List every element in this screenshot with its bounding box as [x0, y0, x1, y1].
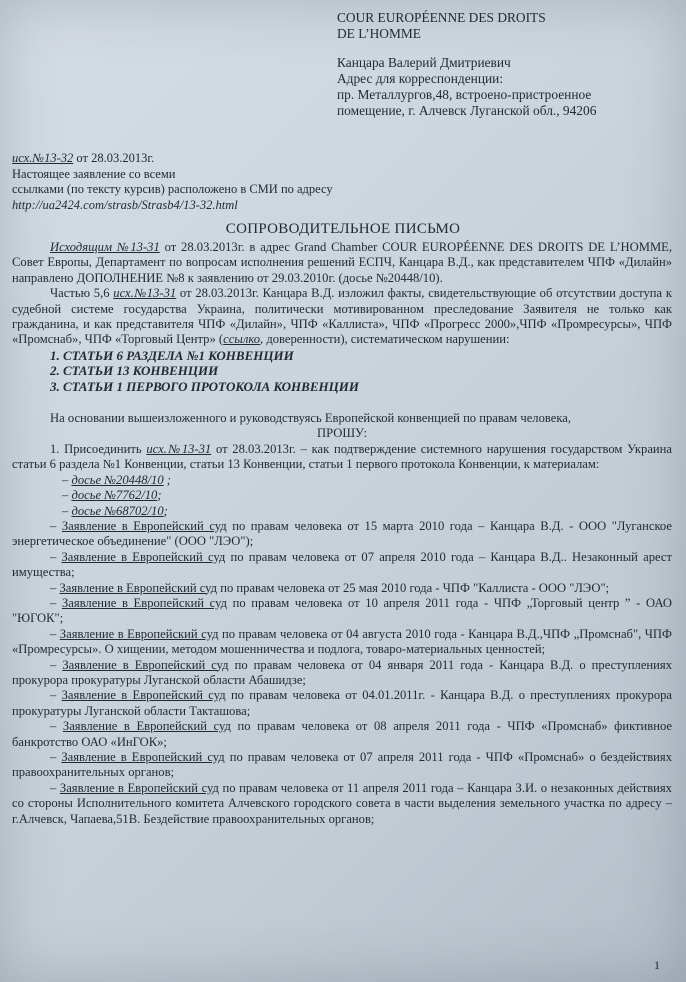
- claim-item: – Заявление в Европейский суд по правам человека от 07 апреля 2010 года – Канцара В.Д.. Незаконный арест имущества;: [12, 549, 672, 580]
- claim-item: – Заявление в Европейский суд по правам человека от 04 января 2011 года - Канцара В.Д. о преступлениях прокурора прокуратуры Луганской области Абашидзе;: [12, 657, 672, 687]
- reference-note-line2: ссылками (по тексту курсив) расположено в СМИ по адресу: [12, 182, 333, 196]
- paragraph-2: Частью 5,6 исх.№13-31 от 28.03.2013г. Канцара В.Д. изложил факты, свидетельствующие об отсутствии доступа к судебной системе государства Украина, политически мотивированном преследование Заявителя не только как гражданина, и как представителя ЧПФ «Дилайн», ЧПФ «Каллиста», ЧПФ «Прогресс 2000»,ЧПФ «Промресурсы», ЧПФ «Промснаб», ЧПФ «Торговый Центр» (ссылко, доверенности), систематическом нарушении:: [12, 286, 673, 347]
- dossier-link[interactable]: досье №68702/10: [71, 503, 164, 518]
- reference-number-link[interactable]: исх.№13-32: [12, 151, 74, 165]
- claim-link[interactable]: Заявление в Европейский суд: [62, 657, 229, 672]
- outgoing-number-link-3[interactable]: исх.№13-31: [146, 441, 212, 456]
- dossier-item: – досье №68702/10;: [62, 503, 168, 518]
- addressee-block: [337, 10, 596, 119]
- claim-item: – Заявление в Европейский суд по правам человека от 04 августа 2010 года - Канцара В.Д.,ЧПФ „Промснаб", ЧПФ «Промресурсы». О хищении, методом мошенничества и подлога, товаро-материальных ценностей;: [12, 626, 672, 657]
- claim-link[interactable]: Заявление в Европейский суд: [59, 580, 218, 595]
- dossier-link[interactable]: досье №20448/10: [71, 472, 164, 487]
- claim-item: – Заявление в Европейский суд по правам человека от 15 марта 2010 года – Канцара В.Д. - ООО "Луганское энергетическое объединение" (ООО "ЛЭО");: [12, 518, 672, 549]
- request-item-1: 1. Присоединить исх.№13-31 от 28.03.2013г. – как подтверждение системного нарушения государством Украина статьи 6 раздела №1 Конвенции, статьи 13 Конвенции, статьи 1 первого протокола Конвенции, к материалам:: [12, 441, 673, 472]
- sender-name: Канцара Валерий Дмитриевич: [337, 55, 511, 70]
- dossier-link[interactable]: досье №7762/10: [71, 488, 158, 503]
- paragraph-1: Исходящим №13-31 от 28.03.2013г. в адрес Grand Chamber COUR EUROPÉENNE DES DROITS DE L’HOMME, Совет Европы, Департамент по вопросам исполнения решений ЕСПЧ, Канцара В.Д., как представителем ЧПФ «Дилайн» направлено ДОПОЛНЕНИЕ №8 к заявлению от 29.03.2010г. (досье №20448/10).: [12, 240, 672, 285]
- violation-item-2: 2. СТАТЬИ 13 КОНВЕНЦИИ: [50, 363, 219, 379]
- claim-link[interactable]: Заявление в Европейский суд: [61, 549, 226, 564]
- address-line2: помещение, г. Алчевск Луганской обл., 94206: [337, 103, 597, 118]
- claim-item: – Заявление в Европейский суд по правам человека от 11 апреля 2011 года – Канцара З.И. о незаконных действиях со стороны Исполнительного комитета Алчевского городского совета в части выделения земельного участка по адресу – г.Алчевск, Чапаева,51В. Бездействие правоохранительных органов;: [12, 780, 672, 826]
- court-name-line1: COUR EUROPÉENNE DES DROITS: [337, 10, 546, 25]
- claim-link[interactable]: Заявление в Европейский суд: [59, 626, 219, 641]
- request-heading: ПРОШУ:: [317, 426, 367, 441]
- address-label: Адрес для корреспонденции:: [337, 71, 504, 86]
- claim-link[interactable]: Заявление в Европейский суд: [61, 518, 227, 533]
- claim-item: – Заявление в Европейский суд по правам человека от 07 апреля 2011 года - ЧПФ «Промснаб» о бездействиях правоохранительных органов;: [12, 750, 672, 780]
- claim-item: – Заявление в Европейский суд по правам человека от 08 апреля 2011 года - ЧПФ «Промснаб» фиктивное банкротство ОАО «ИнГОК»;: [12, 719, 672, 749]
- basis-paragraph: На основании вышеизложенного и руководствуясь Европейской конвенцией по правам человека,: [50, 411, 572, 426]
- claim-link[interactable]: Заявление в Европейский суд: [61, 595, 228, 610]
- outgoing-number-link-2[interactable]: исх.№13-31: [113, 286, 177, 301]
- reference-date: от 28.03.2013г.: [73, 151, 155, 165]
- link-reference[interactable]: ссылко: [223, 332, 261, 347]
- claim-item: – Заявление в Европейский суд по правам человека от 25 мая 2010 года - ЧПФ "Каллиста - ООО "ЛЭО";: [50, 580, 610, 595]
- outgoing-number-link[interactable]: Исходящим №13-31: [50, 240, 160, 254]
- letter-body: [12, 240, 672, 827]
- reference-url[interactable]: http://ua2424.com/strasb/Strasb4/13-32.html: [12, 197, 238, 212]
- page-number: 1: [654, 958, 660, 972]
- claim-link[interactable]: Заявление в Европейский суд: [61, 750, 225, 764]
- violation-item-1: 1. СТАТЬИ 6 РАЗДЕЛА №1 КОНВЕНЦИИ: [50, 347, 294, 363]
- reference-block: [12, 151, 333, 213]
- claim-item: – Заявление в Европейский суд по правам человека от 04.01.2011г. - Канцара В.Д. о преступлениях прокурора прокуратуры Луганской области Такташова;: [12, 688, 672, 718]
- address-line1: пр. Металлургов,48, встроено-пристроенное: [337, 87, 592, 102]
- claim-link[interactable]: Заявление в Европейский суд: [59, 780, 219, 795]
- claim-link[interactable]: Заявление в Европейский суд: [62, 719, 231, 734]
- reference-note-line1: Настоящее заявление со всеми: [12, 166, 176, 181]
- dossier-item: – досье №7762/10;: [62, 488, 162, 503]
- letter-title: СОПРОВОДИТЕЛЬНОЕ ПИСЬМО: [225, 221, 461, 237]
- claim-item: – Заявление в Европейский суд по правам человека от 10 апреля 2011 года - ЧПФ „Торговый центр ” - ОАО "ЮГОК";: [12, 595, 673, 626]
- court-name-line2: DE L’HOMME: [337, 26, 421, 41]
- dossier-item: – досье №20448/10 ;: [62, 472, 171, 487]
- violation-item-3: 3. СТАТЬИ 1 ПЕРВОГО ПРОТОКОЛА КОНВЕНЦИИ: [50, 378, 359, 394]
- claim-link[interactable]: Заявление в Европейский суд: [61, 688, 226, 703]
